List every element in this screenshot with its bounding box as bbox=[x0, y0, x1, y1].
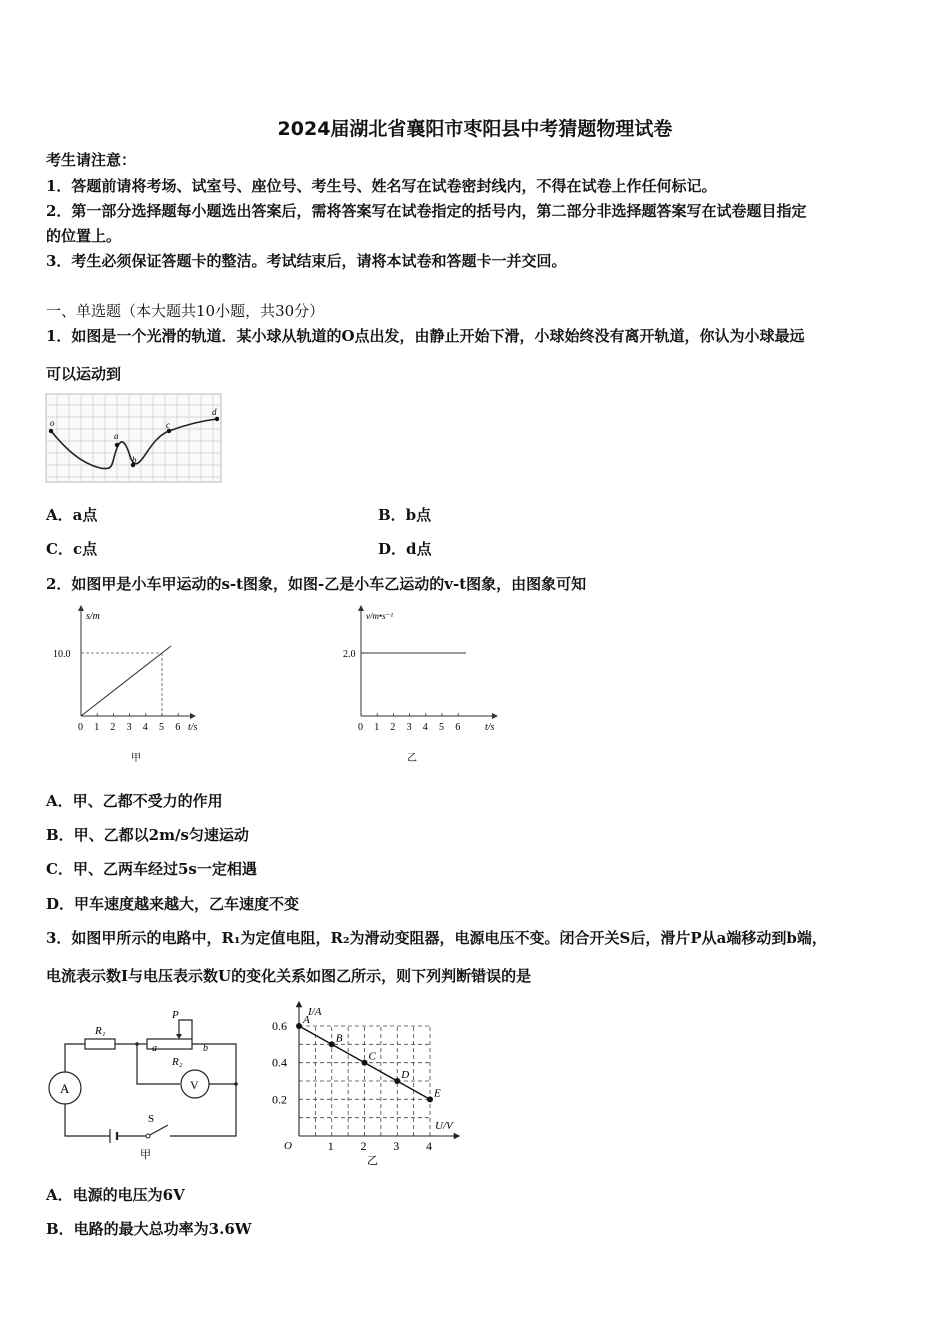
point-o-label: o bbox=[50, 418, 55, 428]
r2-label: R₂ bbox=[172, 1056, 183, 1068]
notice-item: 2．第一部分选择题每小题选出答案后，需将答案写在试卷指定的括号内，第二部分非选择题答案写在试卷题目指定 bbox=[46, 202, 807, 220]
x-tick-label: 4 bbox=[142, 722, 148, 733]
yi-xlabel: t/s bbox=[485, 722, 495, 733]
notice-item: 的位置上。 bbox=[46, 227, 122, 245]
circuit-caption: 甲 bbox=[140, 1149, 151, 1161]
chart-xlabel: U/V bbox=[435, 1120, 453, 1132]
voltmeter-label: V bbox=[190, 1078, 199, 1092]
x-tick-label: 1 bbox=[327, 1139, 334, 1153]
yi-ylabel: v/m•s⁻¹ bbox=[366, 611, 394, 621]
x-tick-label: 2 bbox=[390, 722, 396, 733]
end-b-label: b bbox=[203, 1043, 208, 1054]
x-tick-label: 1 bbox=[94, 722, 100, 733]
data-point bbox=[329, 1041, 335, 1047]
q1-stem: 1．如图是一个光滑的轨道．某小球从轨道的O点出发，由静止开始下滑，小球始终没有离开轨道，你认为小球最远 bbox=[46, 327, 805, 345]
point-d-label: d bbox=[212, 407, 217, 417]
resistor-r1 bbox=[85, 1039, 115, 1049]
chart-origin: O bbox=[284, 1140, 292, 1152]
data-point-label: C bbox=[368, 1050, 376, 1063]
x-tick-label: 2 bbox=[360, 1139, 367, 1153]
notice-heading: 考生请注意： bbox=[46, 151, 137, 169]
switch-blade bbox=[148, 1125, 168, 1136]
chart-caption: 乙 bbox=[367, 1155, 378, 1167]
x-tick-label: 2 bbox=[110, 722, 116, 733]
section-heading: 一、单选题（本大题共10小题，共30分） bbox=[46, 302, 325, 320]
notice-item: 1．答题前请将考场、试室号、座位号、考生号、姓名写在试卷密封线内，不得在试卷上作任何标记。 bbox=[46, 177, 717, 195]
q1-option-b[interactable]: B．b点 bbox=[378, 506, 432, 524]
q3-iu-chart bbox=[272, 998, 472, 1168]
q3-circuit-diagram bbox=[40, 1008, 250, 1168]
end-a-label: a bbox=[152, 1043, 157, 1054]
point-b-label: b bbox=[132, 455, 137, 465]
jia-caption: 甲 bbox=[131, 753, 141, 764]
data-point-label: E bbox=[434, 1087, 441, 1100]
q2-option-c[interactable]: C．甲、乙两车经过5s一定相遇 bbox=[46, 860, 257, 878]
q2-graph-jia bbox=[50, 603, 210, 768]
jia-ytick: 10.0 bbox=[53, 649, 71, 660]
data-point bbox=[362, 1060, 368, 1066]
x-tick-label: 0 bbox=[78, 722, 83, 733]
x-tick-label: 3 bbox=[406, 722, 412, 733]
r1-label: R₁ bbox=[95, 1025, 106, 1037]
jia-xlabel: t/s bbox=[188, 722, 198, 733]
data-point-label: D bbox=[401, 1069, 410, 1081]
q1-option-c[interactable]: C．c点 bbox=[46, 540, 98, 558]
switch-label: S bbox=[148, 1113, 155, 1125]
data-point bbox=[394, 1078, 400, 1084]
q2-graph-yi bbox=[330, 603, 505, 768]
point-a-label: a bbox=[114, 431, 119, 441]
q2-option-d[interactable]: D．甲车速度越来越大，乙车速度不变 bbox=[46, 895, 300, 913]
slider-p-label: P bbox=[172, 1009, 179, 1021]
y-tick-label: 0.4 bbox=[272, 1055, 287, 1070]
x-tick-label: 6 bbox=[175, 722, 181, 733]
y-tick-label: 0.6 bbox=[272, 1019, 287, 1033]
data-point bbox=[296, 1023, 302, 1029]
notice-item: 3．考生必须保证答题卡的整洁。考试结束后，请将本试卷和答题卡一并交回。 bbox=[46, 252, 567, 270]
x-tick-label: 6 bbox=[455, 722, 461, 733]
q1-option-a[interactable]: A．a点 bbox=[46, 506, 98, 524]
jia-ylabel: s/m bbox=[86, 611, 100, 622]
q2-stem: 2．如图甲是小车甲运动的s-t图象，如图-乙是小车乙运动的v-t图象，由图象可知 bbox=[46, 575, 587, 593]
yi-ytick: 2.0 bbox=[343, 649, 356, 660]
page-title: 2024届湖北省襄阳市枣阳县中考猜题物理试卷 bbox=[277, 118, 673, 140]
x-tick-label: 4 bbox=[426, 1139, 432, 1153]
point-c-label: c bbox=[166, 420, 170, 430]
x-tick-label: 0 bbox=[358, 722, 363, 733]
y-tick-label: 0.2 bbox=[272, 1092, 287, 1107]
chart-ylabel: I/A bbox=[308, 1006, 322, 1018]
x-tick-label: 1 bbox=[374, 722, 380, 733]
x-tick-label: 3 bbox=[126, 722, 132, 733]
q2-option-a[interactable]: A．甲、乙都不受力的作用 bbox=[46, 792, 223, 810]
ammeter-label: A bbox=[60, 1081, 70, 1096]
q3-option-a[interactable]: A．电源的电压为6V bbox=[46, 1186, 185, 1204]
q1-stem-cont: 可以运动到 bbox=[46, 365, 122, 383]
x-tick-label: 4 bbox=[422, 722, 428, 733]
q2-option-b[interactable]: B．甲、乙都以2m/s匀速运动 bbox=[46, 826, 249, 844]
data-point-label: B bbox=[335, 1032, 343, 1045]
q1-option-d[interactable]: D．d点 bbox=[378, 540, 432, 558]
x-tick-label: 5 bbox=[439, 722, 444, 733]
yi-caption: 乙 bbox=[407, 753, 417, 764]
q3-option-b[interactable]: B．电路的最大总功率为3.6W bbox=[46, 1220, 252, 1238]
data-point-label: A bbox=[303, 1014, 310, 1026]
s-t-line bbox=[81, 646, 171, 716]
q3-stem: 3．如图甲所示的电路中，R₁为定值电阻，R₂为滑动变阻器，电源电压不变。闭合开关S后，滑片P从a端移动到b端， bbox=[46, 929, 827, 947]
q1-track-figure bbox=[45, 393, 223, 485]
q3-stem-cont: 电流表示数I与电压表示数U的变化关系如图乙所示，则下列判断错误的是 bbox=[46, 967, 532, 985]
data-point bbox=[427, 1096, 433, 1102]
x-tick-label: 5 bbox=[159, 722, 164, 733]
x-tick-label: 3 bbox=[393, 1139, 400, 1153]
